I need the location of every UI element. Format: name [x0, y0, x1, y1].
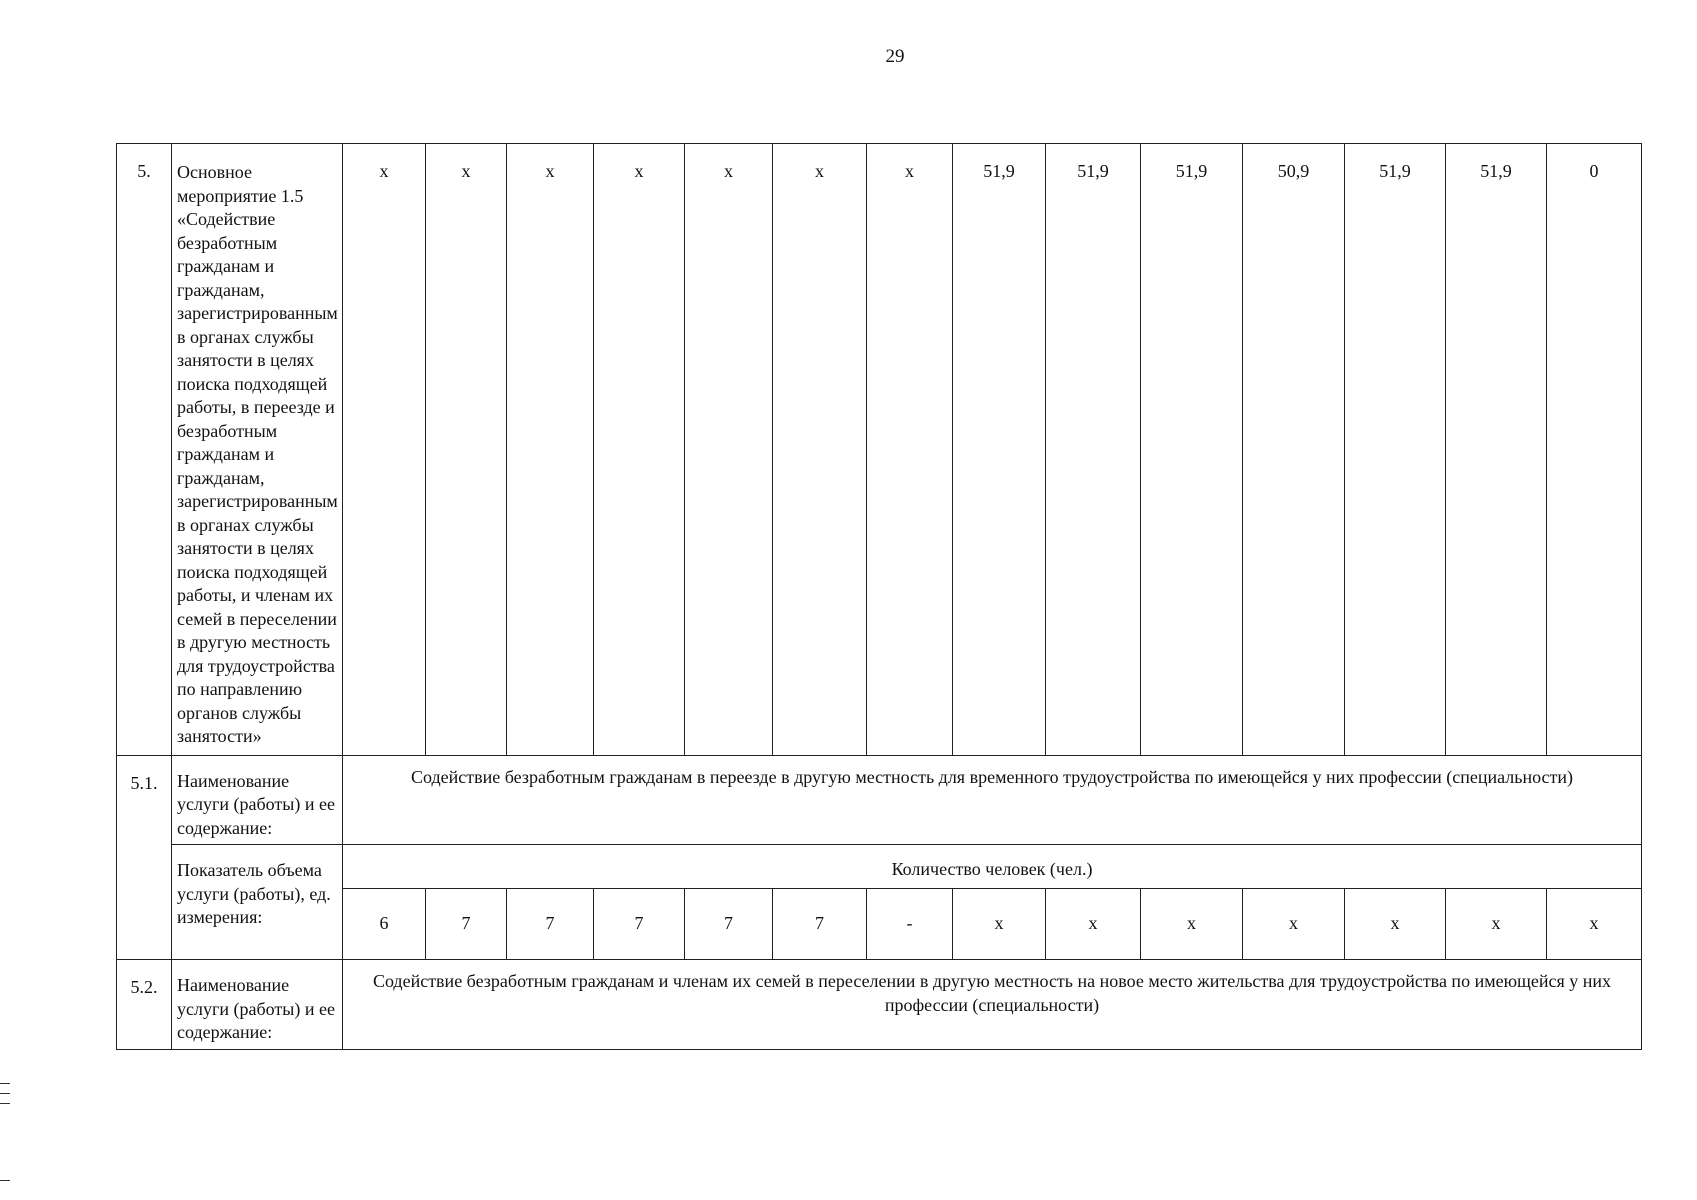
volume-cell: 7 [426, 889, 507, 960]
page-number: 29 [885, 46, 905, 67]
volume-cell: 6 [343, 889, 426, 960]
service-description: Содействие безработным гражданам в переезде в другую местность для временного трудоустройства по имеющейся у них профессии (специальности) [343, 755, 1642, 845]
row-number: 5. [117, 144, 172, 756]
volume-cell: 7 [594, 889, 685, 960]
value-cell: 51,9 [1446, 144, 1547, 756]
service-description: Содействие безработным гражданам и членам их семей в переселении в другую местность на новое место жительства для трудоустройства по имеющейся у них профессии (специальности) [343, 960, 1642, 1050]
table-row-5-2-service [117, 960, 1642, 1050]
row-number: 5.1. [117, 755, 172, 960]
volume-cell: х [953, 889, 1046, 960]
value-cell: 50,9 [1243, 144, 1345, 756]
value-cell: х [343, 144, 426, 756]
volume-cell: х [1547, 889, 1642, 960]
volume-cell: 7 [507, 889, 594, 960]
activity-description: Основное мероприятие 1.5 «Содействие безработным гражданам и гражданам, зарегистрированным в органах службы занятости в целях поиска подходящей работы, в переезде и безработным гражданам и гражданам, зарегистрированным в органах службы занятости в целях поиска подходящей работы, и членам их семей в переселении в другую местность для трудоустройства по направлению органов службы занятости» [172, 144, 343, 756]
value-cell: 51,9 [1345, 144, 1446, 756]
value-cell: х [685, 144, 773, 756]
margin-mark [0, 1103, 10, 1104]
table-row-5-1-service [117, 755, 1642, 845]
value-cell: х [426, 144, 507, 756]
volume-cell: - [867, 889, 953, 960]
volume-cell: 7 [685, 889, 773, 960]
value-cell: 51,9 [1046, 144, 1141, 756]
service-label: Наименование услуги (работы) и ее содержание: [172, 755, 343, 845]
indicator-label: Показатель объема услуги (работы), ед. измерения: [172, 845, 343, 960]
value-cell: х [867, 144, 953, 756]
margin-mark [0, 1180, 10, 1181]
table-row-5-1-unit [117, 845, 1642, 889]
table-row-5 [117, 144, 1642, 756]
volume-cell: х [1243, 889, 1345, 960]
value-cell: х [773, 144, 867, 756]
volume-cell: х [1141, 889, 1243, 960]
table-row-5-1-values [117, 889, 1642, 960]
service-label: Наименование услуги (работы) и ее содержание: [172, 960, 343, 1050]
margin-mark [0, 1083, 10, 1084]
value-cell: 51,9 [953, 144, 1046, 756]
volume-cell: х [1345, 889, 1446, 960]
unit-of-measure: Количество человек (чел.) [343, 845, 1642, 889]
volume-cell: х [1046, 889, 1141, 960]
margin-mark [0, 1093, 10, 1094]
volume-cell: 7 [773, 889, 867, 960]
value-cell: 51,9 [1141, 144, 1243, 756]
row-number: 5.2. [117, 960, 172, 1050]
value-cell: 0 [1547, 144, 1642, 756]
volume-cell: х [1446, 889, 1547, 960]
program-table [116, 143, 1642, 1050]
value-cell: х [594, 144, 685, 756]
value-cell: х [507, 144, 594, 756]
